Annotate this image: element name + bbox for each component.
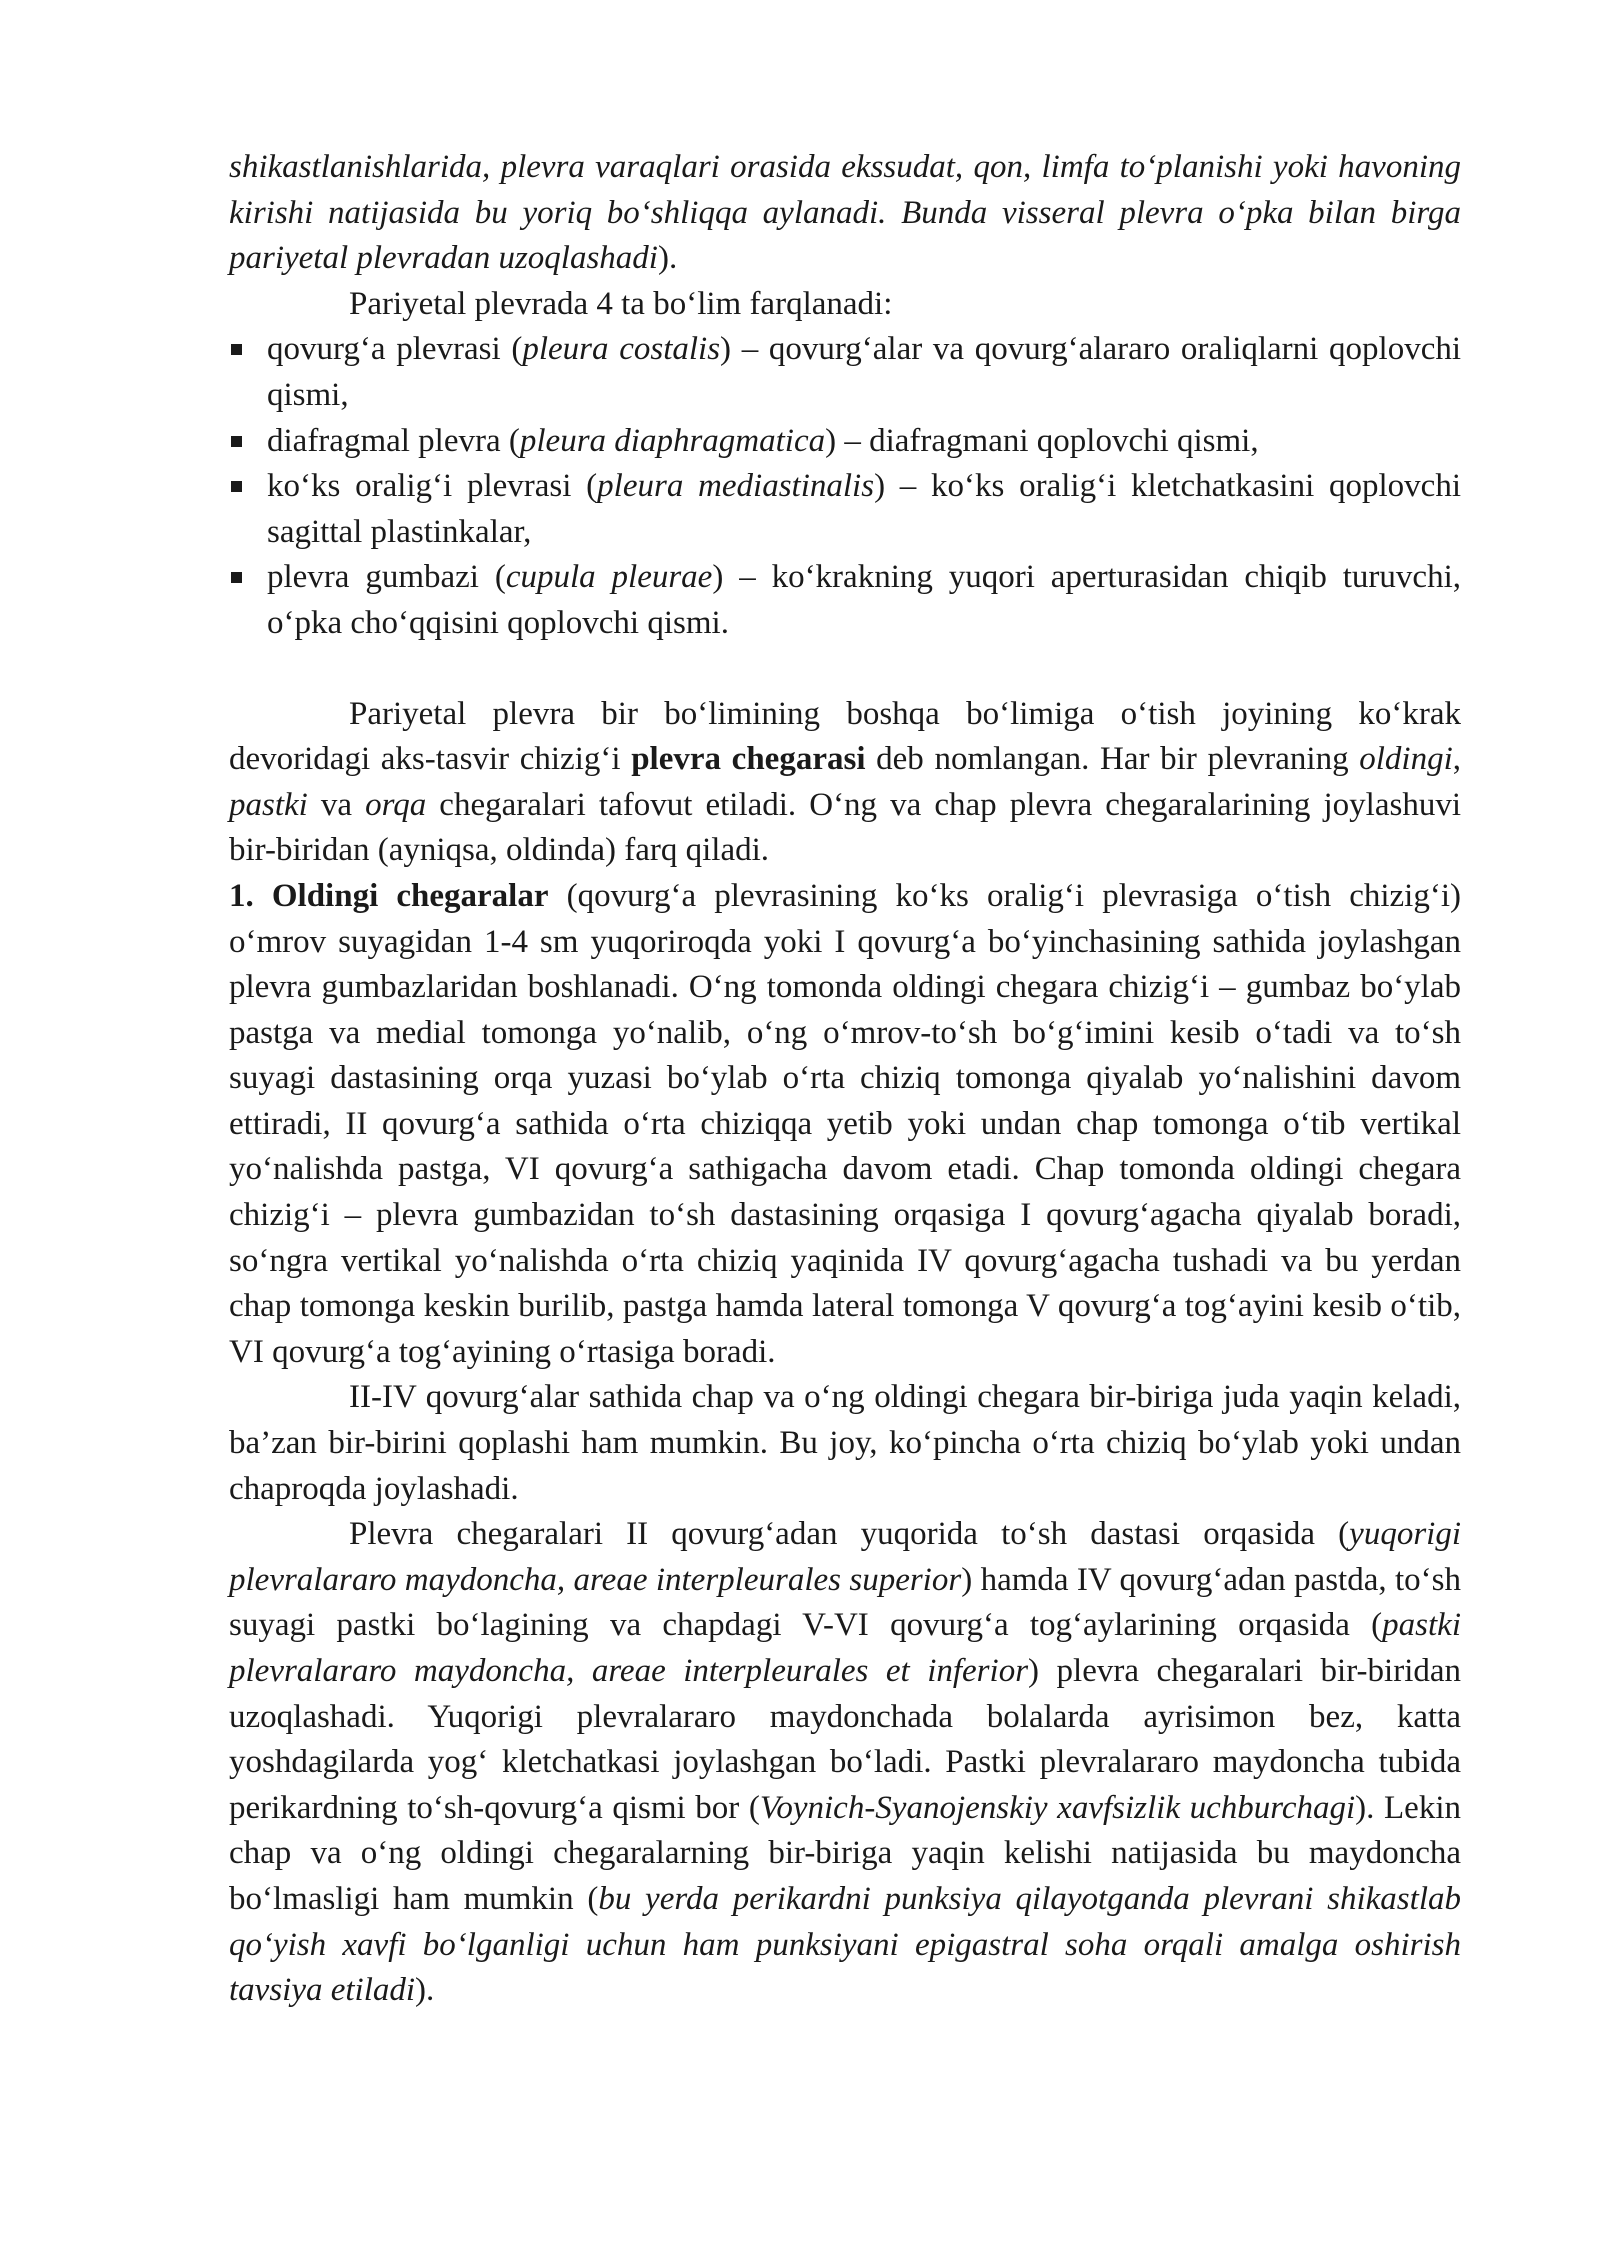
text-span: Plevra chegaralari II qovurg‘adan yuqorida to‘sh dastasi orqasida ( (349, 1516, 1350, 1553)
text-span: , (1452, 741, 1462, 778)
list-item (229, 464, 1461, 555)
paragraph-interpleural-areas (229, 1512, 1461, 2014)
italic-term: pastki plevralararo maydoncha, areae interpleurales et inferior (229, 1607, 1461, 1689)
text-span: qovurg‘a plevrasi ( (267, 331, 523, 368)
text-span: ) – diafragmani qoplovchi qismi, (825, 422, 1259, 459)
italic-text: bu yerda perikardni punksiya qilayotganda plevrani shikastlab qo‘yish xavfi bo‘lganligi uchun ham punksiyani epigastral soha orqali amalga oshirish tavsiya etiladi (229, 1880, 1461, 2009)
pleura-parts-list (229, 327, 1461, 646)
list-item (229, 419, 1461, 465)
text-span: ) – qovurg‘alar va qovurg‘alararo oraliqlarni qoplovchi qismi, (267, 331, 1462, 413)
text-span: ) – ko‘krakning yuqori aperturasidan chiqib turuvchi, o‘pka cho‘qqisini qoplovchi qismi. (267, 559, 1461, 641)
text-span: plevra gumbazi ( (267, 559, 506, 596)
text-span: ). (415, 1972, 435, 2009)
latin-term: pleura diaphragmatica (519, 422, 826, 459)
paragraph-continuation (229, 145, 1461, 282)
text-span: ). Lekin chap va o‘ng oldingi chegaralarning bir-biriga yaqin kelishi natijasida bu maydoncha bo‘lmasligi ham mumkin ( (229, 1789, 1461, 1917)
paragraph-anterior-borders (229, 874, 1461, 1376)
latin-term: cupula pleurae (505, 559, 713, 596)
italic-term: orqa (365, 786, 427, 823)
text-span: ) plevra chegaralari bir-biridan uzoqlashadi. Yuqorigi plevralararo maydonchada bolalarda ayrisimon bez, katta yoshdagilarda yog‘ kletchatkasi joylashgan bo‘ladi. Pastki plevralararo maydoncha tubida perikardning to‘sh-qovurg‘a qismi bor ( (229, 1653, 1462, 1826)
list-intro: Pariyetal plevrada 4 ta bo‘lim farqlanadi: (349, 285, 893, 322)
text-span: chegaralari tafovut etiladi. O‘ng va chap plevra chegaralarining joylashuvi bir-biridan (ayniqsa, oldinda) farq qiladi. (229, 786, 1461, 869)
text-span: (qovurg‘a plevrasining ko‘ks oralig‘i plevrasiga o‘tish chizig‘i) o‘mrov suyagidan 1-4 sm yuqoriroqda yoki I qovurg‘a bo‘yinchasining sathida joylashgan plevra gumbazlaridan boshlanadi. O‘ng tomonda oldingi chegara chizig‘i – gumbaz bo‘ylab pastga va medial tomonga yo‘nalib, o‘ng o‘mrov-to‘sh bo‘g‘imini kesib o‘tadi va to‘sh suyagi dastasining orqa yuzasi bo‘ylab o‘rta chiziq tomonga qiyalab yo‘nalishini davom ettiradi, II qovurg‘a sathida o‘rta chiziqqa yetib yoki undan chap tomonga o‘tib vertikal yo‘nalishda pastga, VI qovurg‘a sathigacha davom etadi. Chap tomonda oldingi chegara chizig‘i – plevra gumbazidan to‘sh dastasining orqasiga I qovurg‘agacha qiyalab boradi, so‘ngra vertikal yo‘nalishda o‘rta chiziq yaqinida IV qovurg‘agacha tushadi va bu yerdan chap tomonga keskin burilib, pastga hamda lateral tomonga V qovurg‘a tog‘ayini kesib o‘tib, VI qovurg‘a tog‘ayining o‘rtasiga boradi. (229, 877, 1461, 1370)
text-span: Pariyetal plevra bir bo‘limining boshqa bo‘limiga o‘tish joyining ko‘krak devoridagi aks-tasvir chizig‘i (229, 695, 1461, 778)
italic-term: yuqorigi plevralararo maydoncha, areae interpleurales superior (229, 1516, 1461, 1598)
bullet-icon (231, 344, 242, 355)
latin-term: pleura mediastinalis (597, 468, 875, 505)
bullet-icon (231, 436, 242, 447)
text-span: ) – ko‘ks oralig‘i kletchatkasini qoplovchi sagittal plastinkalar, (267, 468, 1461, 550)
latin-term: pleura costalis (522, 331, 721, 368)
paragraph-gap (229, 647, 1461, 692)
text-span: deb nomlangan. Har bir plevraning (865, 741, 1360, 778)
text-span: ). (657, 240, 678, 277)
text-span: va (307, 786, 366, 823)
bullet-icon (231, 572, 242, 583)
section-heading: 1. Oldingi chegaralar (229, 877, 549, 914)
paragraph-ii-iv-ribs: II-IV qovurg‘alar sathida chap va o‘ng oldingi chegara bir-biriga juda yaqin keladi, ba’zan bir-birini qoplashi ham mumkin. Bu joy, ko‘pincha o‘rta chiziq bo‘ylab yoki undan chaproqda joylashadi. (229, 1379, 1461, 1507)
italic-term: pastki (229, 786, 308, 823)
bullet-icon (231, 481, 242, 492)
list-item (229, 327, 1461, 418)
bold-term: plevra chegarasi (631, 741, 866, 778)
document-page (229, 145, 1461, 2014)
text-span: ko‘ks oralig‘i plevrasi ( (267, 468, 598, 505)
text-span: ) hamda IV qovurg‘adan pastda, to‘sh suyagi pastki bo‘lagining va chapdagi V-VI qovurg‘a tog‘aylarining orqasida ( (229, 1561, 1461, 1644)
italic-text: shikastlanishlarida, plevra varaqlari orasida ekssudat, qon, limfa to‘planishi yoki havoning kirishi natijasida bu yoriq bo‘shliqqa aylanadi. Bunda visseral plevra o‘pka bilan birga pariyetal plevradan uzoqlashadi (229, 149, 1461, 277)
italic-term: oldingi (1359, 741, 1453, 778)
list-item (229, 555, 1461, 646)
italic-term: Voynich-Syanojenskiy xavfsizlik uchburchagi (759, 1789, 1356, 1826)
text-span: diafragmal plevra ( (267, 422, 520, 459)
paragraph-pleura-border (229, 692, 1461, 874)
